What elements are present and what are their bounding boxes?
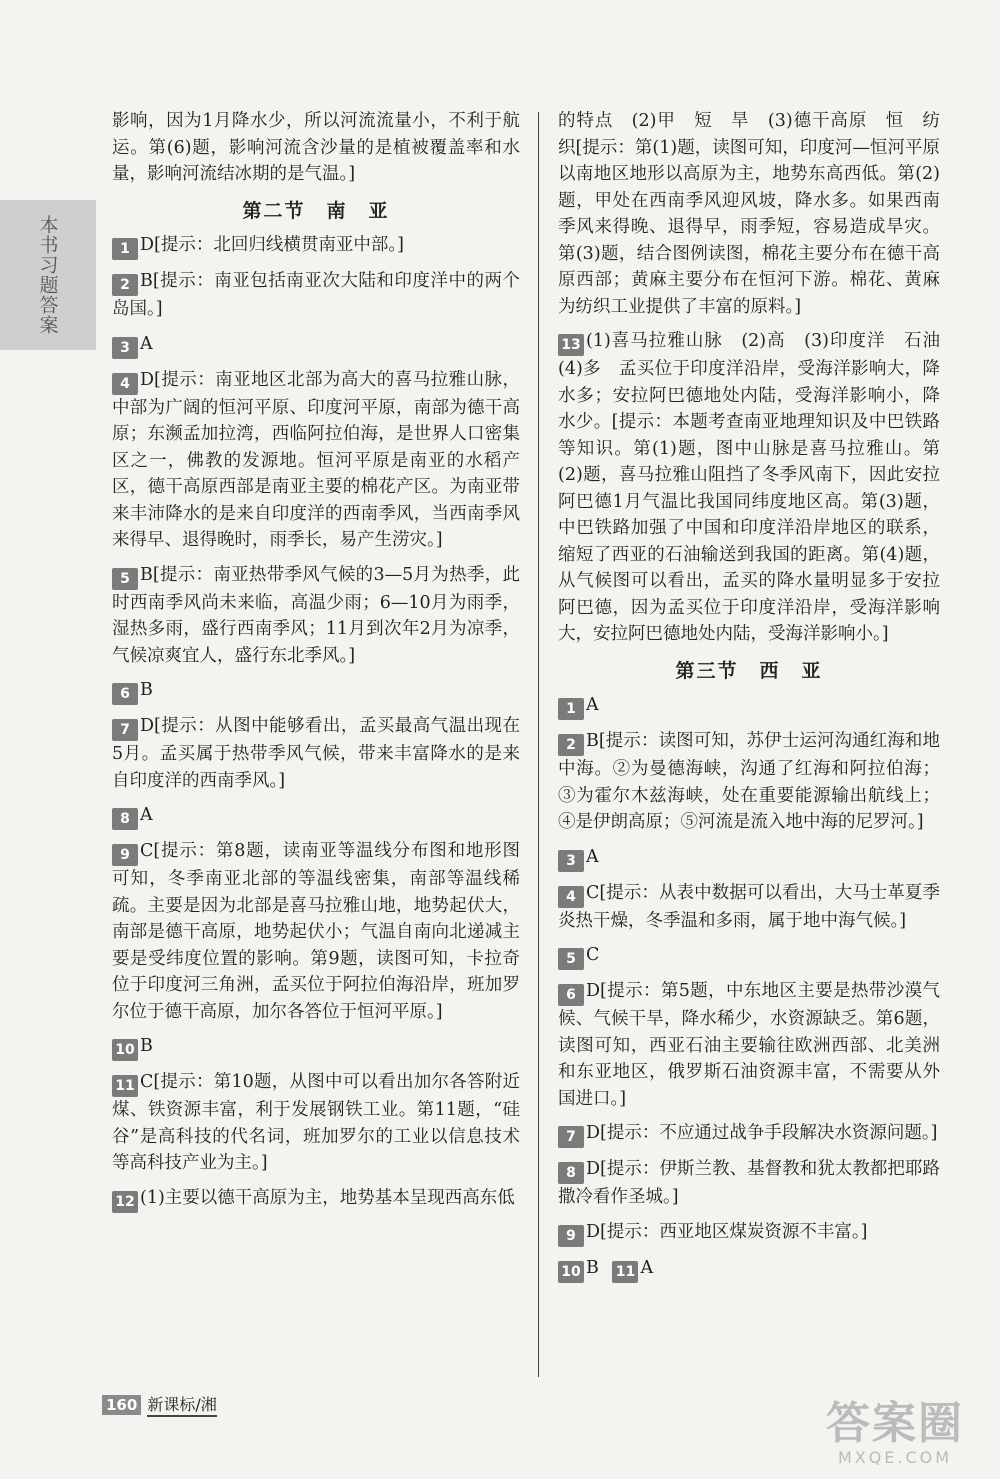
answer-text: A <box>586 846 599 867</box>
answer-item <box>558 1156 940 1211</box>
right-answer-list-b <box>558 692 940 1247</box>
answer-number: 7 <box>112 719 138 741</box>
answer-item <box>558 1120 940 1148</box>
answer-text: C[提示：第10题，从图中可以看出加尔各答附近煤、铁资源丰富，利于发展钢铁工业。第11题，“硅谷”是高科技的代名词，班加罗尔的工业以信息技术等高科技产业为主。] <box>112 1072 520 1173</box>
answer-text: D[提示：从图中能够看出，孟买最高气温出现在5月。孟买属于热带季风气候，带来丰富降水的是来自印度洋的西南季风。] <box>112 716 520 791</box>
side-tab-label: 本书习题答案 <box>0 200 96 350</box>
answer-number: 4 <box>558 886 584 908</box>
answer-item <box>558 1219 940 1247</box>
answer-text: B[提示：南亚热带季风气候的3—5月为热季，此时西南季风尚未来临，高温少雨；6—10月为雨季，湿热多雨，盛行西南季风；11月到次年2月为凉季，气候凉爽宜人，盛行东北季风。] <box>112 564 520 666</box>
answer-number: 10 <box>558 1261 584 1283</box>
answer-number: 6 <box>558 984 584 1006</box>
left-answer-list <box>112 232 520 1213</box>
column-divider <box>538 112 539 1377</box>
answer-text: A <box>140 333 153 354</box>
right-intro: 的特点 (2)甲 短 旱 (3)德干高原 恒 纺织[提示：第(1)题，读图可知，印度河—恒河平原以南地区地形以高原为主，地势东高西低。第(2)题，甲处在西南季风迎风坡，降水多。如果西南季风来得晚、退得早，雨季短，容易造成旱灾。第(3)题，结合图例读图，棉花主要分布在德干高原西部；黄麻主要分布在恒河下游。棉花、黄麻为纺织工业提供了丰富的原料。] <box>558 111 940 317</box>
left-intro: 影响，因为1月降水少，所以河流流量小，不利于航运。第(6)题，影响河流含沙量的是植被覆盖率和水量，影响河流结冰期的是气温。] <box>112 111 520 184</box>
answer-item <box>558 880 940 935</box>
answer-text: D[提示：不应通过战争手段解决水资源问题。] <box>586 1123 938 1143</box>
answer-text: A <box>586 695 599 715</box>
answer-text: C[提示：第8题，读南亚等温线分布图和地形图可知，冬季南亚北部的等温线密集，南部等温线稀疏。主要是因为北部是喜马拉雅山地，地势起伏大，南部是德干高原，地势起伏小；气温自南向北递减主要是受纬度位置的影响。第9题，读图可知，卡拉奇位于印度河三角洲，孟买位于阿拉伯海沿岸，班加罗尔位于德干高原，加尔各答位于恒河平原。] <box>112 841 520 1022</box>
answer-item <box>558 978 940 1112</box>
watermark-title: 答案圈 <box>826 1398 964 1449</box>
answer-item <box>112 232 520 260</box>
answer-number: 5 <box>558 948 584 970</box>
answer-item <box>558 942 940 970</box>
page-footer <box>102 1392 217 1417</box>
answer-number: 2 <box>112 274 138 296</box>
answer-item <box>558 728 940 836</box>
answer-number: 7 <box>558 1126 584 1148</box>
right-column <box>558 108 958 1291</box>
answer-item <box>112 677 520 705</box>
watermark-logo <box>800 1400 990 1470</box>
page-number: 160 <box>102 1395 141 1415</box>
answer-text: D[提示：北回归线横贯南亚中部。] <box>140 235 404 255</box>
right-answer-list-a <box>558 328 958 648</box>
answer-item-last <box>558 1255 940 1283</box>
answer-text: (1)主要以德干高原为主，地势基本呈现西高东低 <box>140 1187 515 1208</box>
answer-number: 10 <box>112 1039 138 1061</box>
answer-number: 11 <box>612 1261 638 1283</box>
answer-number: 2 <box>558 734 584 756</box>
answer-item <box>112 802 520 830</box>
answer-number: 5 <box>112 568 138 590</box>
answer-text: B[提示：南亚包括南亚次大陆和印度洋中的两个岛国。] <box>112 271 520 319</box>
answer-number: 13 <box>558 334 584 356</box>
answer-number: 9 <box>112 844 138 866</box>
answer-item <box>558 844 940 872</box>
answer-item <box>558 328 958 648</box>
answer-text: C <box>586 945 600 965</box>
section-title-west-asia: 第三节 西 亚 <box>675 659 823 682</box>
answer-item <box>558 692 940 720</box>
answer-item <box>112 1069 520 1177</box>
answer-item <box>112 713 520 794</box>
footer-label: 新课标/湘 <box>147 1392 216 1417</box>
answer-number: 1 <box>558 698 584 720</box>
answer-number: 12 <box>112 1191 138 1213</box>
answer-text: B[提示：读图可知，苏伊士运河沟通红海和地中海。②为曼德海峡，沟通了红海和阿拉伯海；③为霍尔木兹海峡，处在重要能源输出航线上；④是伊朗高原；⑤河流是流入地中海的尼罗河。] <box>558 731 940 832</box>
answer-number: 11 <box>112 1075 138 1097</box>
answer-number: 1 <box>112 238 138 260</box>
answer-number: 6 <box>112 683 138 705</box>
answer-text: (1)喜马拉雅山脉 (2)高 (3)印度洋 石油 (4)多 孟买位于印度洋沿岸，受海洋影响大，降水多；安拉阿巴德地处内陆，受海洋影响小，降水少。[提示：本题考查南亚地理知识及中巴铁路等知识。第(1)题，图中山脉是喜马拉雅山。第(2)题，喜马拉雅山阻挡了冬季风南下，因此安拉阿巴德1月气温比我国同纬度地区高。第(3)题，中巴铁路加强了中国和印度洋沿岸地区的联系，缩短了西亚的石油输送到我国的距离。第(4)题，从气候图可以看出，孟买的降水量明显多于安拉阿巴德，因为孟买位于印度洋沿岸，受海洋影响大，安拉阿巴德地处内陆，受海洋影响小。] <box>558 331 958 644</box>
answer-item <box>112 1185 520 1213</box>
answer-number: 9 <box>558 1225 584 1247</box>
left-column <box>112 108 520 1221</box>
answer-item <box>112 268 520 323</box>
answer-item <box>112 562 520 670</box>
answer-text: A <box>140 805 153 825</box>
answer-text: B <box>586 1257 599 1278</box>
answer-text: A <box>640 1257 654 1278</box>
answer-text: D[提示：西亚地区煤炭资源不丰富。] <box>586 1221 868 1242</box>
answer-item <box>112 331 520 359</box>
answer-text: B <box>140 680 153 700</box>
answer-item <box>112 838 520 1025</box>
answer-item <box>112 1033 520 1061</box>
answer-text: C[提示：从表中数据可以看出，大马士革夏季炎热干燥，冬季温和多雨，属于地中海气候。] <box>558 882 940 931</box>
answer-text: B <box>140 1036 153 1056</box>
answer-text: D[提示：第5题，中东地区主要是热带沙漠气候、气候干旱，降水稀少，水资源缺乏。第6题，读图可知，西亚石油主要输往欧洲西部、北美洲和东亚地区，俄罗斯石油资源丰富，不需要从外国进口。] <box>558 981 940 1109</box>
answer-number: 4 <box>112 373 138 395</box>
answer-number: 8 <box>112 808 138 830</box>
answer-text: D[提示：南亚地区北部为高大的喜马拉雅山脉，中部为广阔的恒河平原、印度河平原，南部为德干高原；东濒孟加拉湾，西临阿拉伯海，是世界人口密集区之一，佛教的发源地。恒河平原是南亚的水稻产区，德干高原西部是南亚主要的棉花产区。为南亚带来丰沛降水的是来自印度洋的西南季风，当西南季风来得早、退得晚时，雨季长，易产生涝灾。] <box>112 369 520 550</box>
answer-item <box>112 367 520 554</box>
answer-text: D[提示：伊斯兰教、基督教和犹太教都把耶路撒冷看作圣城。] <box>558 1159 940 1207</box>
watermark-url: MXQE.COM <box>837 1448 953 1467</box>
section-title-south-asia: 第二节 南 亚 <box>242 199 390 222</box>
answer-number: 3 <box>558 850 584 872</box>
answer-number: 3 <box>112 337 138 359</box>
answer-number: 8 <box>558 1162 584 1184</box>
